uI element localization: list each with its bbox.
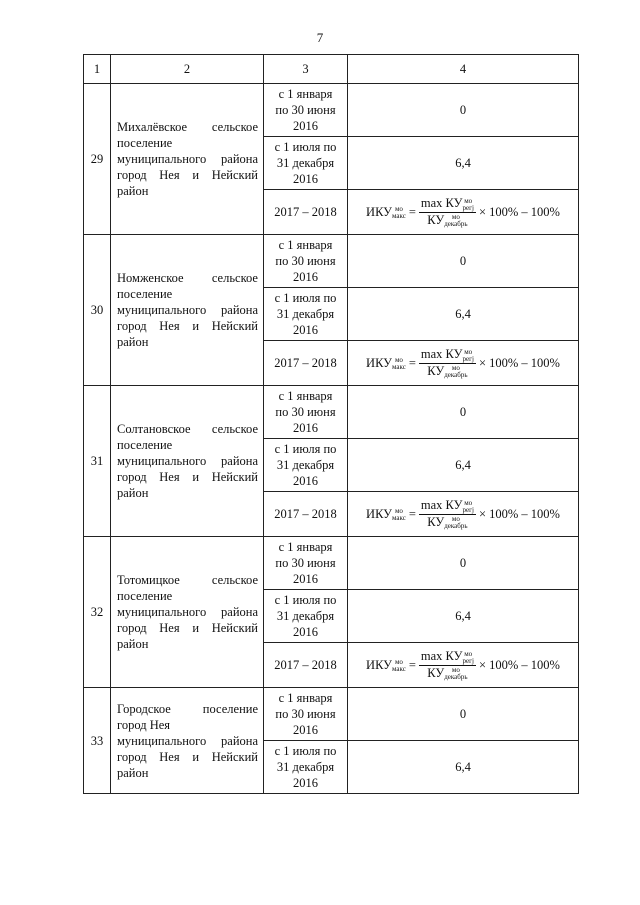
period-cell: с 1 января по 30 июня 2016 bbox=[264, 386, 348, 439]
value-cell: 0 bbox=[348, 235, 579, 288]
data-table bbox=[83, 54, 579, 794]
value-cell: 6,4 bbox=[348, 137, 579, 190]
formula-cell bbox=[348, 190, 579, 235]
page-number: 7 bbox=[316, 30, 324, 45]
header-row bbox=[84, 55, 579, 84]
table-row bbox=[84, 235, 579, 288]
table-body bbox=[84, 84, 579, 794]
table-row bbox=[84, 386, 579, 439]
header-cell-4: 4 bbox=[348, 55, 579, 84]
table-row bbox=[84, 537, 579, 590]
period-cell: 2017 – 2018 bbox=[264, 492, 348, 537]
formula-fraction: max КУ мо pегj КУ мо декабрь bbox=[420, 498, 474, 530]
formula-cell bbox=[348, 643, 579, 688]
period-cell: с 1 января по 30 июня 2016 bbox=[264, 84, 348, 137]
period-cell: 2017 – 2018 bbox=[264, 190, 348, 235]
period-cell: с 1 июля по 31 декабря 2016 bbox=[264, 590, 348, 643]
formula-0 bbox=[348, 196, 578, 227]
period-cell: с 1 июля по 31 декабря 2016 bbox=[264, 741, 348, 794]
formula-lhs: ИКУ мо макс bbox=[366, 355, 406, 372]
formula-lhs: ИКУ мо макс bbox=[366, 204, 406, 221]
row-number: 33 bbox=[84, 688, 111, 794]
formula-tail: × 100% – 100% bbox=[478, 507, 560, 521]
formula-cell bbox=[348, 341, 579, 386]
period-cell: с 1 января по 30 июня 2016 bbox=[264, 235, 348, 288]
header-cell-2: 2 bbox=[111, 55, 264, 84]
period-cell: с 1 июля по 31 декабря 2016 bbox=[264, 288, 348, 341]
settlement-name: Городское поселение город Нея муниципального района город Нея и Нейский район bbox=[111, 688, 264, 794]
value-cell: 0 bbox=[348, 84, 579, 137]
formula-tail: × 100% – 100% bbox=[478, 205, 560, 219]
formula-eq: = bbox=[408, 507, 416, 521]
formula-lhs: ИКУ мо макс bbox=[366, 506, 406, 523]
formula-tail: × 100% – 100% bbox=[478, 658, 560, 672]
row-number: 30 bbox=[84, 235, 111, 386]
value-cell: 0 bbox=[348, 537, 579, 590]
value-cell: 6,4 bbox=[348, 439, 579, 492]
formula-2 bbox=[348, 498, 578, 529]
row-number: 31 bbox=[84, 386, 111, 537]
row-number: 29 bbox=[84, 84, 111, 235]
formula-cell bbox=[348, 492, 579, 537]
period-cell: с 1 июля по 31 декабря 2016 bbox=[264, 439, 348, 492]
value-cell: 0 bbox=[348, 386, 579, 439]
period-cell: 2017 – 2018 bbox=[264, 643, 348, 688]
header-cell-3: 3 bbox=[264, 55, 348, 84]
table-row bbox=[84, 688, 579, 741]
formula-eq: = bbox=[408, 356, 416, 370]
settlement-name: Михалёвское сельское поселение муниципального района город Нея и Нейский район bbox=[111, 84, 264, 235]
period-cell: с 1 января по 30 июня 2016 bbox=[264, 537, 348, 590]
formula-lhs: ИКУ мо макс bbox=[366, 657, 406, 674]
settlement-name: Тотомицкое сельское поселение муниципального района город Нея и Нейский район bbox=[111, 537, 264, 688]
period-cell: с 1 января по 30 июня 2016 bbox=[264, 688, 348, 741]
formula-fraction: max КУ мо pегj КУ мо декабрь bbox=[420, 196, 474, 228]
value-cell: 6,4 bbox=[348, 288, 579, 341]
formula-fraction: max КУ мо pегj КУ мо декабрь bbox=[420, 347, 474, 379]
period-cell: 2017 – 2018 bbox=[264, 341, 348, 386]
formula-3 bbox=[348, 649, 578, 680]
value-cell: 6,4 bbox=[348, 741, 579, 794]
value-cell: 6,4 bbox=[348, 590, 579, 643]
formula-eq: = bbox=[408, 205, 416, 219]
formula-1 bbox=[348, 347, 578, 378]
settlement-name: Солтановское сельское поселение муниципального района город Нея и Нейский район bbox=[111, 386, 264, 537]
header-cell-1: 1 bbox=[84, 55, 111, 84]
formula-fraction: max КУ мо pегj КУ мо декабрь bbox=[420, 649, 474, 681]
formula-eq: = bbox=[408, 658, 416, 672]
period-cell: с 1 июля по 31 декабря 2016 bbox=[264, 137, 348, 190]
row-number: 32 bbox=[84, 537, 111, 688]
settlement-name: Номженское сельское поселение муниципального района город Нея и Нейский район bbox=[111, 235, 264, 386]
value-cell: 0 bbox=[348, 688, 579, 741]
table-row bbox=[84, 84, 579, 137]
formula-tail: × 100% – 100% bbox=[478, 356, 560, 370]
